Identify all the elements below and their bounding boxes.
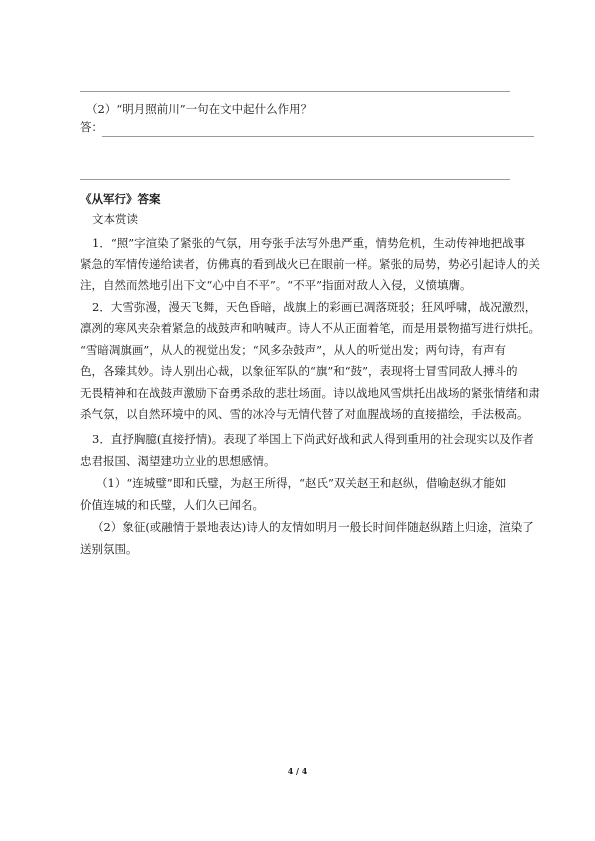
top-answer-line bbox=[80, 91, 510, 92]
answer-line-text: 紧急的军情传递给读者，仿佛真的看到战火已在眼前一样。紧张的局势，势必引起诗人的关 bbox=[80, 257, 540, 271]
answer-line-text: 杀气氛，以自然环境中的风、雪的冰冷与无情代替了对血腥战场的直接描绘，手法极高。 bbox=[80, 407, 529, 421]
question-text: （2）“明月照前川”一句在文中起什么作用？ bbox=[86, 102, 313, 116]
answer-line-text: 忠君报国、渴望建功立业的思想感情。 bbox=[80, 454, 276, 468]
answer-line-text: 凛冽的寒风夹杂着紧急的战鼓声和呐喊声。诗人不从正面着笔，而是用景物描写进行烘托。 bbox=[80, 321, 540, 335]
answer-line-text: 1．“照”字渲染了紧张的气氛，用夸张手法写外患严重，情势危机，生动传神地把战事 bbox=[92, 236, 526, 250]
answer-line-text: 3．直抒胸臆(直接抒情)。表现了举国上下尚武好战和武人得到重用的社会现实以及作者 bbox=[92, 432, 534, 446]
answer-line-text: （1）“连城璧”即和氏璧，为赵王所得，“赵氏”双关赵王和赵纵，借喻赵纵才能如 bbox=[96, 476, 507, 490]
answer-line-text: （2）象征(或融情于景地表达)诗人的友情如明月一般长时间伴随赵纵踏上归途，渲染了 bbox=[92, 520, 534, 534]
answer-label: 答： bbox=[80, 120, 103, 134]
page-number: 4 / 4 bbox=[287, 766, 308, 776]
answer-line bbox=[102, 136, 534, 137]
answer-line-text: 价值连城的和氏璧，人们久已闻名。 bbox=[80, 498, 264, 512]
section-heading: 文本赏读 bbox=[92, 212, 138, 226]
answer-line-text: 2．大雪弥漫，漫天飞舞，天色昏暗，战旗上的彩画已凋落斑驳；狂风呼啸，战况激烈， bbox=[92, 300, 537, 314]
answer-line-text: 无畏精神和在战鼓声激励下奋勇杀敌的悲壮场面。诗以战地风雪烘托出战场的紧张情绪和肃 bbox=[80, 386, 540, 400]
bottom-answer-line bbox=[80, 179, 510, 180]
answers-title: 《从军行》答案 bbox=[80, 192, 161, 206]
answer-line-text: “雪暗凋旗画”，从人的视觉出发；“风多杂鼓声”，从人的听觉出发；两句诗，有声有 bbox=[80, 343, 507, 357]
answer-line-text: 色，各臻其妙。诗人别出心裁，以象征军队的“旗”和“鼓”，表现将士冒雪同敌人搏斗的 bbox=[80, 364, 518, 378]
answer-line-text: 注，自然而然地引出下文“心中自不平”。“不平”指面对敌人入侵，义愤填膺。 bbox=[80, 278, 472, 292]
answer-line-text: 送别氛围。 bbox=[80, 542, 138, 556]
